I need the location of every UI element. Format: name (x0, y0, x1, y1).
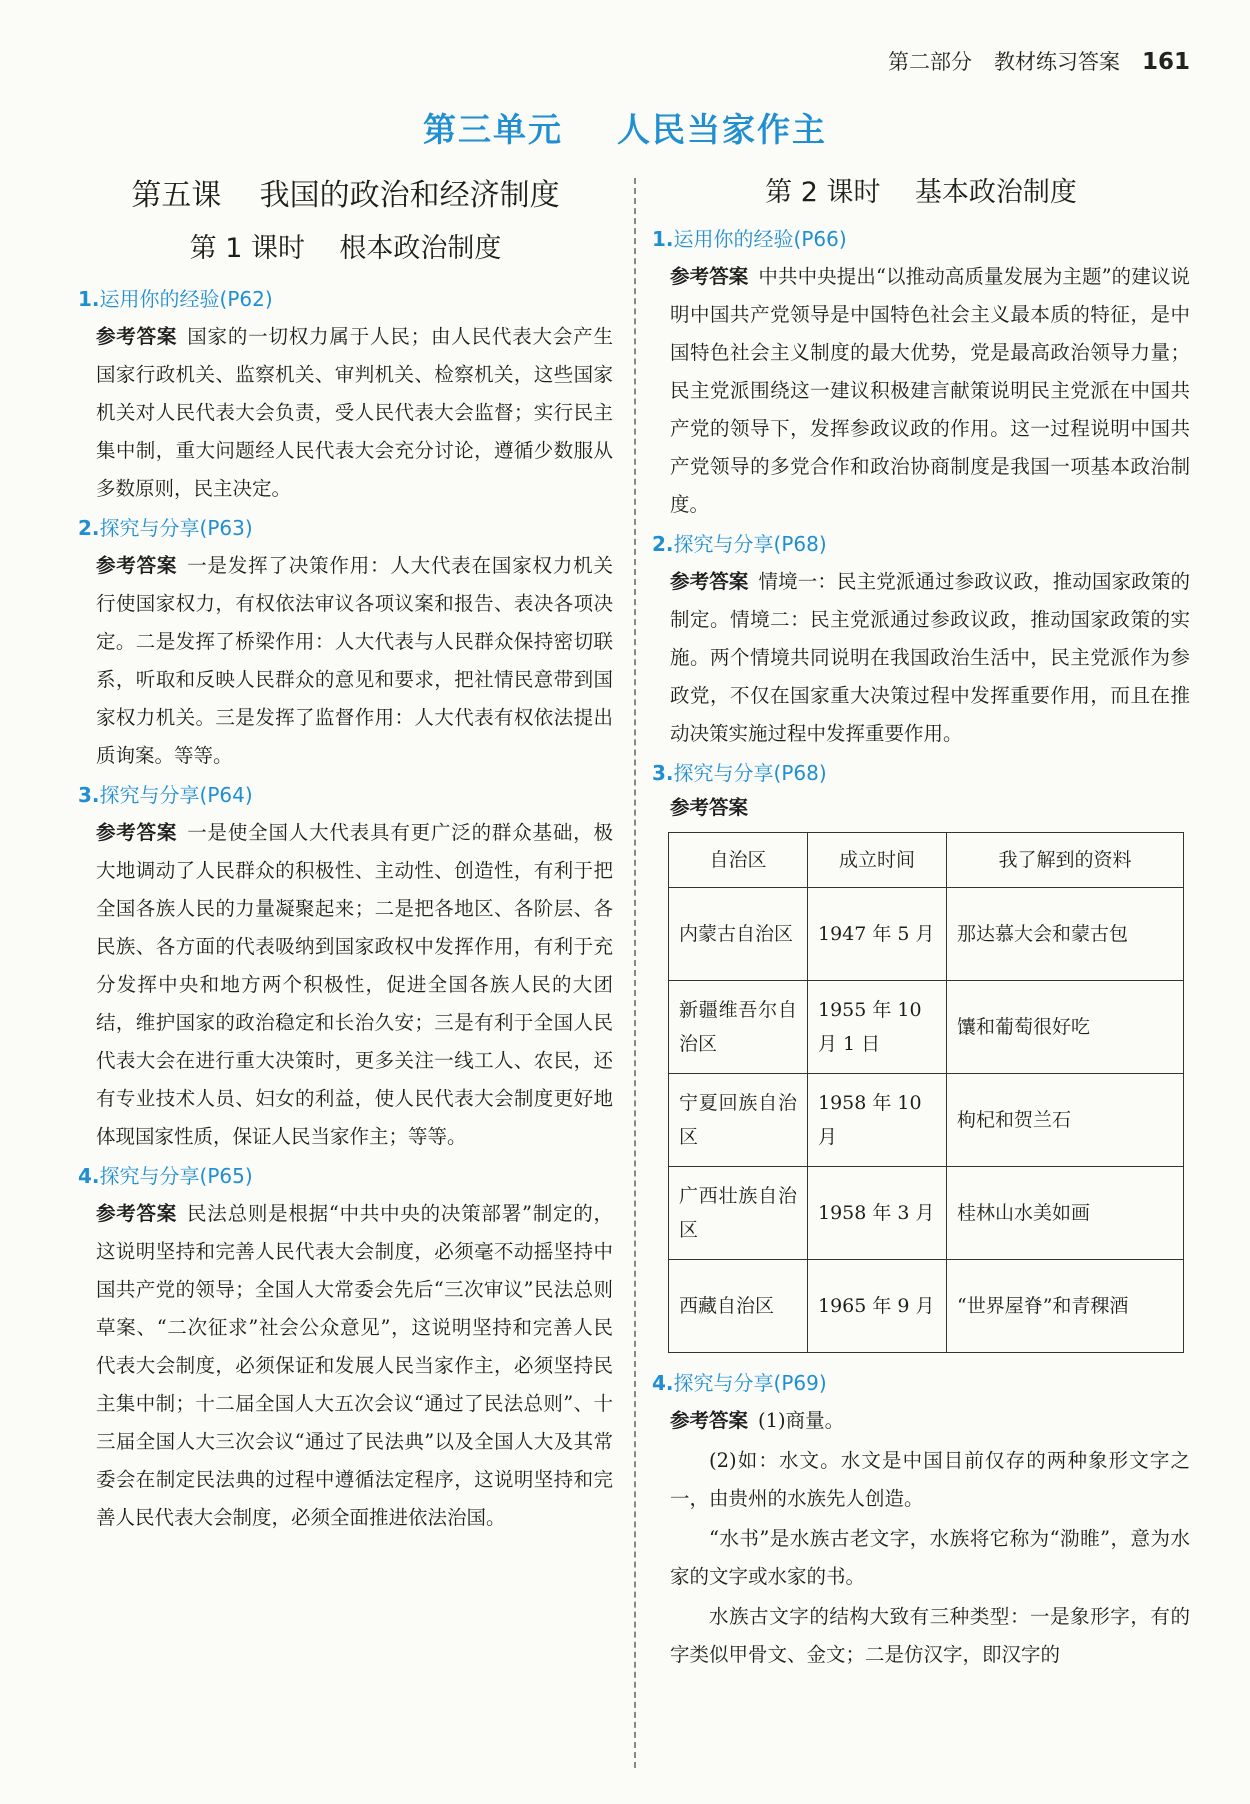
table-header-row (669, 833, 1184, 888)
question-number: 1. (78, 287, 100, 311)
question-title: 运用你的经验 (99, 287, 220, 311)
question-page: (P68) (773, 532, 827, 556)
answer-label: 参考答案 (670, 1409, 749, 1432)
answer-paragraph (652, 563, 1190, 753)
lesson-title: 第五课 我国的政治和经济制度 (131, 178, 560, 213)
answer-paragraph: (2)如：水文。水文是中国目前仅存的两种象形文字之一，由贵州的水族先人创造。 (670, 1449, 1190, 1510)
question-heading (78, 1160, 613, 1189)
question-number: 2. (78, 516, 100, 540)
table-header-cell: 成立时间 (808, 833, 947, 888)
unit-title: 第三单元 人民当家作主 (423, 110, 827, 149)
table-row (669, 888, 1184, 981)
answer-label: 参考答案 (670, 265, 749, 288)
question-heading (652, 757, 1190, 786)
answer-text: 情境一：民主党派通过参政议政，推动国家政策的制定。情境二：民主党派通过参政议政，推动国家政策的实施。两个情境共同说明在我国政治生活中，民主党派作为参政党，不仅在国家重大决策过程中发挥重要作用，而且在推动决策实施过程中发挥重要作用。 (670, 570, 1190, 745)
table-cell: 1947 年 5 月 (808, 888, 947, 981)
question-page: (P62) (219, 287, 273, 311)
answer-label: 参考答案 (96, 554, 178, 577)
question-title: 探究与分享 (673, 1371, 774, 1395)
table-cell: 1958 年 3 月 (808, 1167, 947, 1260)
question-page: (P68) (773, 761, 827, 785)
period-title-2: 第 2 课时 基本政治制度 (765, 177, 1077, 208)
column-divider (634, 178, 636, 1768)
question-title: 探究与分享 (673, 532, 774, 556)
answer-text: 民法总则是根据“中共中央的决策部署”制定的，这说明坚持和完善人民代表大会制度，必须毫不动摇坚持中国共产党的领导；全国人大常委会先后“三次审议”民法总则草案、“二次征求”社会公众意见”，这说明坚持和完善人民代表大会制度，必须保证和发展人民当家作主，必须坚持民主集中制；十二届全国人大五次会议“通过了民法总则”、十三届全国人大三次会议“通过了民法典”以及全国人大及其常委会在制定民法典的过程中遵循法定程序，这说明坚持和完善人民代表大会制度，必须全面推进依法治国。 (96, 1202, 613, 1529)
answer-text: 一是发挥了决策作用：人大代表在国家权力机关行使国家权力，有权依法审议各项议案和报告、表决各项决定。二是发挥了桥梁作用：人大代表与人民群众保持密切联系，听取和反映人民群众的意见和要求，把社情民意带到国家权力机关。三是发挥了监督作用：人大代表有权依法提出质询案。等等。 (96, 554, 613, 767)
table-cell: 桂林山水美如画 (947, 1167, 1184, 1260)
answer-paragraph (652, 1402, 1190, 1440)
table-cell: 馕和葡萄很好吃 (947, 981, 1184, 1074)
answer-paragraph (78, 1195, 613, 1537)
question-number: 1. (652, 227, 674, 251)
question-page: (P66) (793, 227, 847, 251)
table-header-cell: 自治区 (669, 833, 808, 888)
question-number: 2. (652, 532, 674, 556)
question-title: 探究与分享 (99, 1164, 200, 1188)
table-cell: 那达慕大会和蒙古包 (947, 888, 1184, 981)
answer-text: 中共中央提出“以推动高质量发展为主题”的建议说明中国共产党领导是中国特色社会主义最本质的特征，是中国特色社会主义制度的最大优势，党是最高政治领导力量；民主党派围绕这一建议积极建言献策说明民主党派在中国共产党的领导下，发挥参政议政的作用。这一过程说明中国共产党领导的多党合作和政治协商制度是我国一项基本政治制度。 (670, 265, 1190, 516)
question-heading (78, 512, 613, 541)
question-number: 4. (652, 1371, 674, 1395)
page-number: 161 (1141, 49, 1190, 75)
header-title: 教材练习答案 (993, 50, 1120, 74)
question-number: 3. (652, 761, 674, 785)
autonomous-regions-table (668, 832, 1184, 1353)
table-header-cell: 我了解到的资料 (947, 833, 1184, 888)
table-cell: 1965 年 9 月 (808, 1260, 947, 1353)
question-page: (P69) (773, 1371, 827, 1395)
right-column (652, 170, 1190, 1676)
question-page: (P64) (199, 783, 253, 807)
question-heading (78, 779, 613, 808)
table-cell: 宁夏回族自治区 (669, 1074, 808, 1167)
question-title: 运用你的经验 (673, 227, 794, 251)
question-title: 探究与分享 (99, 783, 200, 807)
table-cell: 新疆维吾尔自治区 (669, 981, 808, 1074)
table-cell: “世界屋脊”和青稞酒 (947, 1260, 1184, 1353)
table-row (669, 1074, 1184, 1167)
answer-text: (1)商量。 (758, 1409, 845, 1432)
question-number: 3. (78, 783, 100, 807)
answer-label: 参考答案 (96, 325, 178, 348)
table-cell: 广西壮族自治区 (669, 1167, 808, 1260)
question-heading (652, 1367, 1190, 1396)
answer-paragraph (78, 547, 613, 775)
answer-label: 参考答案 (670, 570, 749, 593)
question-page: (P65) (199, 1164, 253, 1188)
table-cell: 1955 年 10 月 1 日 (808, 981, 947, 1074)
question-heading (652, 223, 1190, 252)
left-column (78, 170, 613, 1539)
table-cell: 内蒙古自治区 (669, 888, 808, 981)
table-row (669, 1167, 1184, 1260)
answer-label: 参考答案 (96, 1202, 178, 1225)
question-number: 4. (78, 1164, 100, 1188)
answer-paragraph (652, 258, 1190, 524)
page-header (888, 46, 1190, 76)
answer-paragraph: 水族古文字的结构大致有三种类型：一是象形字，有的字类似甲骨文、金文；二是仿汉字，即汉字的 (670, 1605, 1190, 1666)
table-row (669, 1260, 1184, 1353)
question-title: 探究与分享 (673, 761, 774, 785)
table-cell: 1958 年 10 月 (808, 1074, 947, 1167)
answer-label: 参考答案 (670, 796, 749, 819)
answer-text: 国家的一切权力属于人民；由人民代表大会产生国家行政机关、监察机关、审判机关、检察机关，这些国家机关对人民代表大会负责，受人民代表大会监督；实行民主集中制，重大问题经人民代表大会充分讨论，遵循少数服从多数原则，民主决定。 (96, 325, 613, 500)
answer-paragraph (78, 318, 613, 508)
answer-paragraph (78, 814, 613, 1156)
question-title: 探究与分享 (99, 516, 200, 540)
answer-paragraph: “水书”是水族古老文字，水族将它称为“泐睢”，意为水家的文字或水家的书。 (670, 1527, 1190, 1588)
table-cell: 枸杞和贺兰石 (947, 1074, 1184, 1167)
period-title-1: 第 1 课时 根本政治制度 (189, 233, 502, 264)
table-row (669, 981, 1184, 1074)
question-heading (78, 283, 613, 312)
question-heading (652, 528, 1190, 557)
header-section: 第二部分 (887, 50, 972, 74)
answer-label: 参考答案 (96, 821, 178, 844)
answer-text: 一是使全国人大代表具有更广泛的群众基础，极大地调动了人民群众的积极性、主动性、创造性，有利于把全国各族人民的力量凝聚起来；二是把各地区、各阶层、各民族、各方面的代表吸纳到国家政权中发挥作用，有利于充分发挥中央和地方两个积极性，促进全国各族人民的大团结，维护国家的政治稳定和长治久安；三是有利于全国人民代表大会在进行重大决策时，更多关注一线工人、农民，还有专业技术人员、妇女的利益，使人民代表大会制度更好地体现国家性质，保证人民当家作主；等等。 (96, 821, 613, 1148)
table-cell: 西藏自治区 (669, 1260, 808, 1353)
question-page: (P63) (199, 516, 253, 540)
